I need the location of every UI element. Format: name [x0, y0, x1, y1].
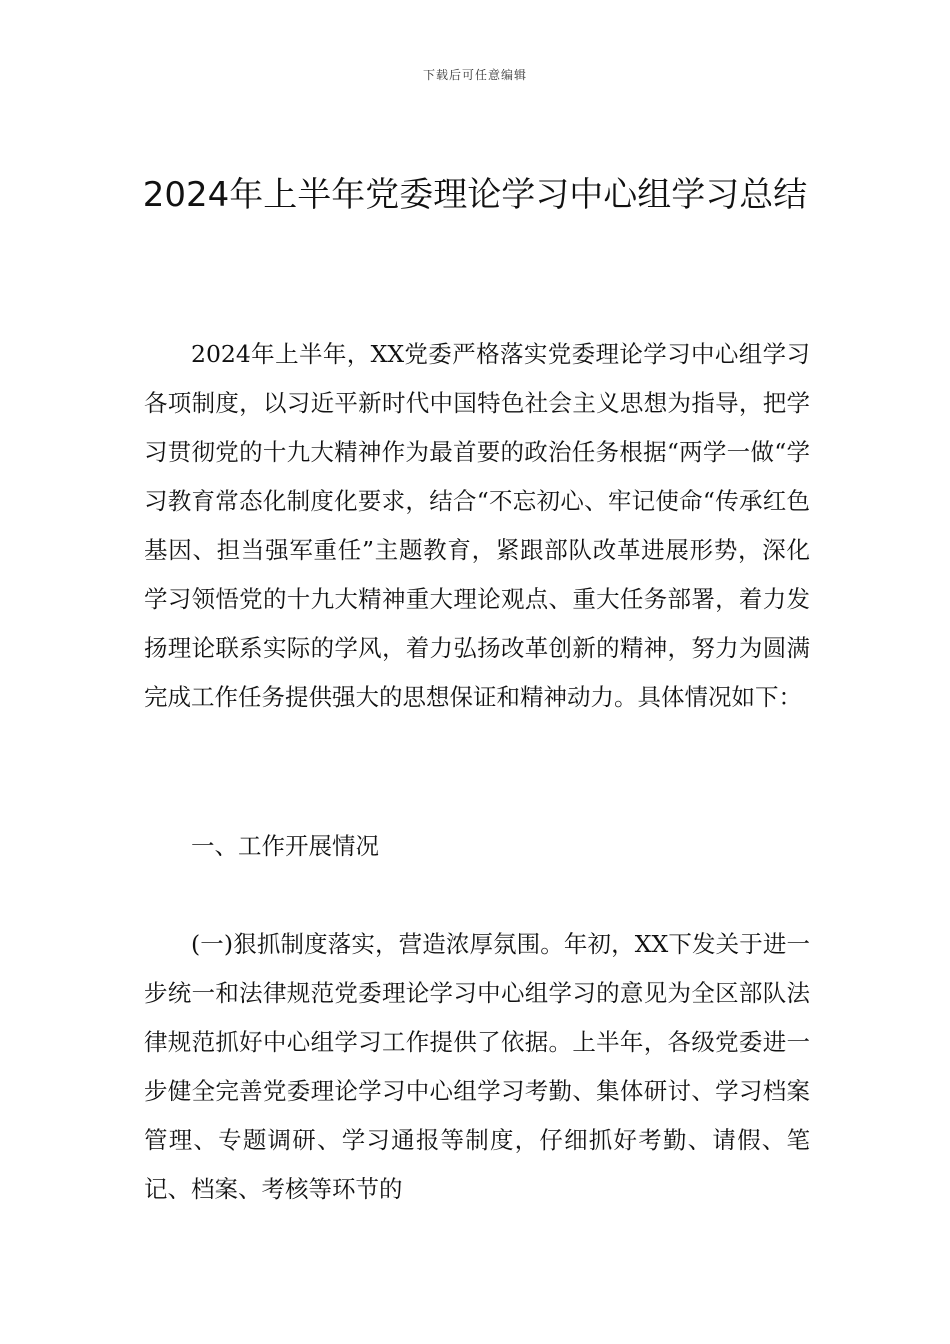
section-heading: 一、工作开展情况: [191, 832, 379, 860]
paragraph-section-1: (一)狠抓制度落实，营造浓厚氛围。年初，XX下发关于进一步统一和法律规范党委理论学习中心组学习的意见为全区部队法律规范抓好中心组学习工作提供了依据。上半年，各级党委进一步健全完善党委理论学习中心组学习考勤、集体研讨、学习档案管理、专题调研、学习通报等制度，仔细抓好考勤、请假、笔记、档案、考核等环节的: [144, 930, 810, 1203]
page-title: 2024年上半年党委理论学习中心组学习总结: [142, 175, 808, 215]
paragraph-intro: 2024年上半年，XX党委严格落实党委理论学习中心组学习各项制度，以习近平新时代中国特色社会主义思想为指导，把学习贯彻党的十九大精神作为最首要的政治任务根据“两学一做“学习教育常态化制度化要求，结合“不忘初心、牢记使命“传承红色基因、担当强军重任”主题教育，紧跟部队改革进展形势，深化学习领悟党的十九大精神重大理论观点、重大任务部署，着力发扬理论联系实际的学风，着力弘扬改革创新的精神，努力为圆满完成工作任务提供强大的思想保证和精神动力。具体情况如下：: [144, 340, 810, 711]
header-note: 下载后可任意编辑: [422, 68, 527, 82]
